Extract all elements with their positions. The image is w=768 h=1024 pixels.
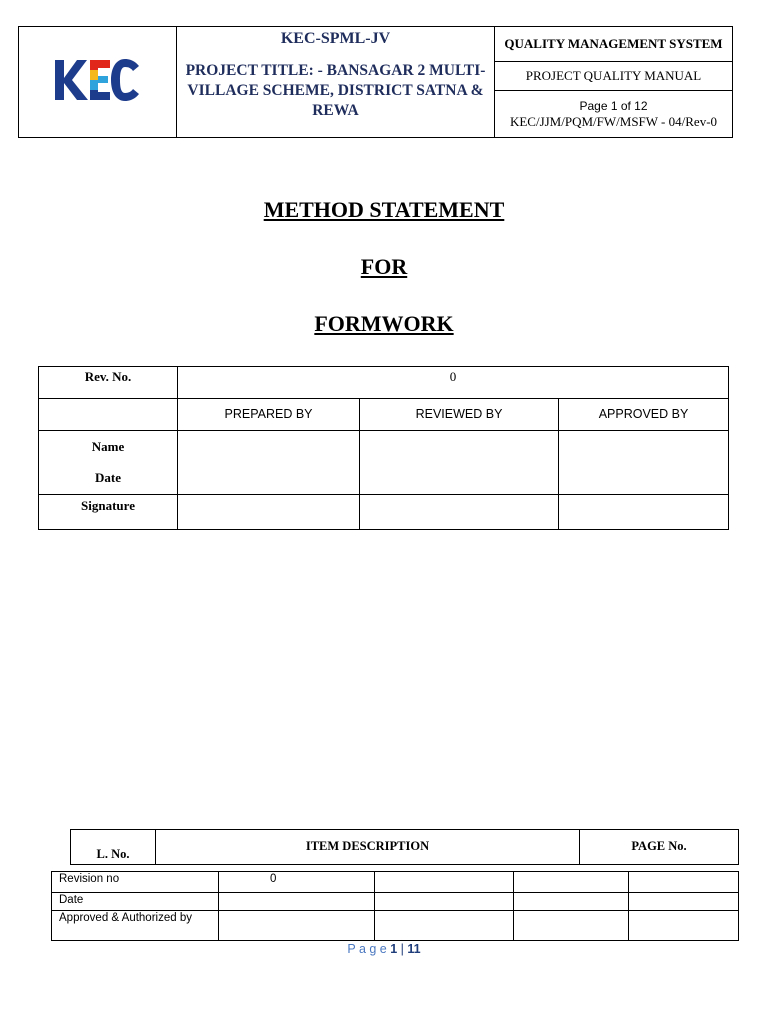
revision-cell-5 (629, 872, 739, 893)
page-footer (0, 942, 768, 956)
item-description-header: ITEM DESCRIPTION (156, 830, 580, 865)
approved-cell-5 (629, 911, 739, 941)
logo-cell (19, 27, 177, 138)
revision-table (51, 871, 739, 941)
index-table (70, 829, 739, 865)
approved-by-header: APPROVED BY (559, 399, 729, 431)
approval-table (38, 366, 729, 530)
company-name: KEC-SPML-JV (280, 30, 391, 47)
name-label: Name (91, 439, 125, 454)
approved-cell-2 (219, 911, 375, 941)
name-date-labels (39, 431, 178, 495)
date-cell-3 (375, 893, 514, 911)
approved-authorized-label: Approved & Authorized by (52, 911, 219, 941)
manual-label: PROJECT QUALITY MANUAL (525, 68, 702, 83)
qms-cell (495, 27, 733, 62)
page-info: Page 1 of 12 (579, 99, 648, 113)
date-cell-4 (514, 893, 629, 911)
signature-label: Signature (39, 495, 178, 530)
approved-signature-cell[interactable] (559, 495, 729, 530)
footer-page-word: P a g e (347, 942, 387, 956)
date-row-label: Date (52, 893, 219, 911)
project-title-cell (177, 27, 495, 138)
date-label: Date (95, 470, 121, 485)
page-info-cell (495, 91, 733, 138)
reviewed-by-header: REVIEWED BY (360, 399, 559, 431)
document-header (18, 26, 733, 138)
l-no-header: L. No. (71, 830, 156, 865)
title-line-2: FOR (360, 254, 408, 279)
rev-value: 0 (178, 367, 729, 399)
page-no-header: PAGE No. (580, 830, 739, 865)
footer-separator: | (400, 942, 404, 956)
revision-cell-4 (514, 872, 629, 893)
prepared-by-header: PREPARED BY (178, 399, 360, 431)
approved-name-cell[interactable] (559, 431, 729, 495)
prepared-name-cell[interactable] (178, 431, 360, 495)
date-cell-2 (219, 893, 375, 911)
qms-label: QUALITY MANAGEMENT SYSTEM (504, 36, 723, 51)
blank-cell (39, 399, 178, 431)
revision-label: Revision no (52, 872, 219, 893)
rev-label: Rev. No. (39, 367, 178, 399)
manual-cell (495, 62, 733, 91)
revision-cell-3 (375, 872, 514, 893)
doc-code: KEC/JJM/PQM/FW/MSFW - 04/Rev-0 (509, 114, 718, 129)
revision-value: 0 (219, 872, 375, 893)
title-line-3: FORMWORK (314, 311, 454, 336)
approved-cell-3 (375, 911, 514, 941)
footer-page-number: 1 (390, 942, 398, 956)
reviewed-signature-cell[interactable] (360, 495, 559, 530)
reviewed-name-cell[interactable] (360, 431, 559, 495)
date-cell-5 (629, 893, 739, 911)
prepared-signature-cell[interactable] (178, 495, 360, 530)
project-title: PROJECT TITLE: - BANSAGAR 2 MULTI-VILLAGE SCHEME, DISTRICT SATNA & REWA (185, 62, 486, 119)
approved-cell-4 (514, 911, 629, 941)
kec-logo (53, 56, 143, 104)
title-line-1: METHOD STATEMENT (263, 197, 505, 222)
footer-total: 11 (407, 942, 421, 956)
